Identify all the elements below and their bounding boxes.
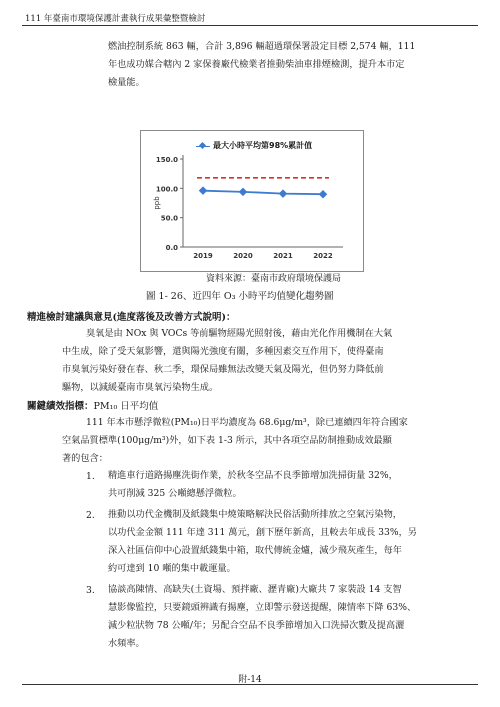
chart-legend bbox=[196, 140, 312, 151]
list-item-line: 減少粒狀物 78 公噸/年；另配合空品不良季節增加入口洗掃次數及提高灑 bbox=[108, 620, 405, 631]
header-divider bbox=[22, 25, 478, 26]
kpi-heading-value: PM₁₀ 日平均值 bbox=[93, 401, 159, 412]
chart-canvas bbox=[141, 131, 363, 271]
list-item-line: 協談高陳情、高缺失(土資場、預拌廠、瀝青廠)大廠共 7 家裝設 14 支智 bbox=[108, 584, 402, 595]
list-item-number: 1. bbox=[86, 471, 95, 482]
x-tick-label: 2022 bbox=[313, 252, 333, 260]
list-item-line: 慧影像監控，只要鏡頭辨識有揚塵，立即警示發送提醒，陳情率下降 63%、 bbox=[108, 602, 417, 613]
list-item-line: 水頻率。 bbox=[108, 638, 145, 649]
kpi-line: 111 年本市懸浮微粒(PM₁₀)日平均濃度為 68.6μg/m³，除已連續四年符合國家 bbox=[86, 417, 408, 428]
list-item-line: 以功代金金額 111 年達 311 萬元，創下歷年新高，且較去年成長 33%，另 bbox=[108, 527, 417, 538]
y-tick-label: 0.0 bbox=[165, 244, 178, 252]
data-point bbox=[199, 186, 207, 194]
list-item-line: 推動以功代金機制及紙錢集中燒策略解決民俗活動所排放之空氣污染物， bbox=[108, 509, 402, 520]
kpi-heading bbox=[27, 398, 158, 412]
data-point bbox=[279, 189, 287, 197]
list-item-number: 2. bbox=[86, 510, 95, 521]
page-number: 附-14 bbox=[238, 675, 262, 685]
figure-source: 資料來源：臺南市政府環境保護局 bbox=[206, 274, 342, 284]
list-item-line: 共可削減 325 公噸總懸浮微粒。 bbox=[108, 488, 242, 499]
y-axis-label: ppb bbox=[153, 196, 161, 210]
o3-trend-chart bbox=[140, 130, 364, 272]
y-tick-label: 100.0 bbox=[155, 185, 178, 194]
intro-line: 檢量能。 bbox=[108, 77, 145, 88]
data-point bbox=[239, 188, 247, 196]
list-item-line: 精進車行道路揚塵洗街作業，於秋冬空品不良季節增加洗掃街量 32%， bbox=[108, 470, 398, 481]
legend-line-marker-icon bbox=[196, 142, 210, 150]
review-line: 市臭氧污染好發在春、秋二季，環保局雖無法改變天氣及陽光，但仍努力降低前 bbox=[62, 364, 384, 375]
y-tick-label: 150.0 bbox=[155, 156, 178, 164]
y-tick-label: 50.0 bbox=[160, 214, 178, 223]
list-item-number: 3. bbox=[86, 585, 95, 596]
review-line: 驅物，以減緩臺南市臭氧污染物生成。 bbox=[62, 382, 219, 393]
x-tick-label: 2019 bbox=[193, 252, 213, 260]
figure-caption: 圖 1- 26、近四年 O₃ 小時平均值變化趨勢圖 bbox=[146, 291, 334, 302]
kpi-heading-label: 關鍵績效指標： bbox=[27, 401, 94, 412]
x-tick-label: 2020 bbox=[233, 252, 253, 260]
footer-divider bbox=[22, 684, 478, 685]
intro-line: 年也成功媒合轄內 2 家保養廠代檢業者推動柴油車排煙檢測，提升本市定 bbox=[108, 59, 405, 70]
kpi-line: 著的包含： bbox=[62, 453, 108, 464]
review-line: 中生成，除了受天氣影響，還與陽光強度有關，多種因素交互作用下，使得臺南 bbox=[62, 346, 384, 357]
series-line bbox=[203, 191, 323, 195]
list-item-line: 約可達到 10 噸的集中載運量。 bbox=[108, 563, 236, 574]
review-line: 臭氧是由 NOx 與 VOCs 等前驅物經陽光照射後，藉由光化作用機制在大氣 bbox=[86, 328, 393, 339]
x-tick-label: 2021 bbox=[273, 252, 293, 260]
list-item-line: 深入社區信仰中心設置紙錢集中箱，取代傳統金爐，減少飛灰產生，每年 bbox=[108, 545, 402, 556]
data-point bbox=[319, 190, 327, 198]
kpi-line: 空氣品質標準(100μg/m³)外，如下表 1-3 所示，其中各項空品防制推動成效最顯 bbox=[62, 435, 392, 446]
intro-line: 燃油控制系統 863 輛，合計 3,896 輛超過環保署設定目標 2,574 輛，111 bbox=[108, 41, 416, 52]
review-heading: 精進檢討建議與意見(進度落後及改善方式說明)： bbox=[27, 312, 236, 323]
legend-label: 最大小時平均第98%累計值 bbox=[213, 141, 313, 150]
page-header: 111 年臺南市環境保護計畫執行成果彙整暨檢討 bbox=[25, 14, 206, 24]
